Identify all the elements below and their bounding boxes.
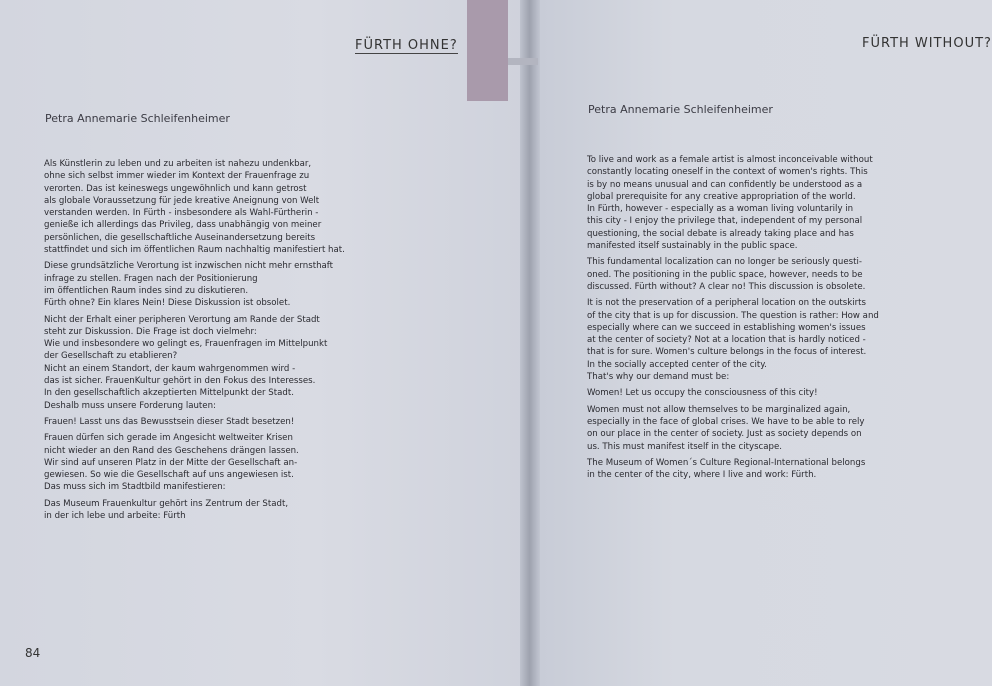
text-line: In the socially accepted center of the city.	[587, 359, 767, 370]
paragraph	[587, 256, 917, 293]
paragraph	[587, 387, 917, 399]
paragraph	[44, 416, 389, 428]
text-line: discussed. Fürth without? A clear no! This discussion is obsolete.	[587, 281, 866, 292]
running-title-de: FÜRTH OHNE?	[355, 38, 458, 53]
decorative-accent-bar	[467, 0, 508, 101]
text-line: on our place in the center of society. Just as society depends on	[587, 429, 862, 440]
text-line: verorten. Das ist keineswegs ungewöhnlich und kann getrost	[44, 183, 307, 194]
paragraph	[44, 260, 389, 309]
text-line: at the center of society? Not at a location that is hardly noticed -	[587, 335, 866, 346]
text-line: das ist sicher. FrauenKultur gehört in den Fokus des Interesses.	[44, 376, 316, 387]
text-line: genieße ich allerdings das Privileg, dass unabhängig von meiner	[44, 220, 322, 231]
text-line: Diese grundsätzliche Verortung ist inzwischen nicht mehr ernsthaft	[44, 261, 334, 272]
text-line: infrage zu stellen. Fragen nach der Positionierung	[44, 273, 258, 284]
text-line: Women must not allow themselves to be marginalized again,	[587, 404, 851, 415]
text-line: The Museum of Women´s Culture Regional-International belongs	[587, 457, 866, 468]
decorative-accent-line	[508, 58, 538, 65]
running-title-en: FÜRTH WITHOUT?	[862, 36, 992, 51]
text-line: That's why our demand must be:	[587, 372, 730, 383]
text-line: gewiesen. So wie die Gesellschaft auf uns angewiesen ist.	[44, 470, 294, 481]
text-line: manifested itself sustainably in the public space.	[587, 241, 798, 252]
paragraph	[587, 297, 917, 383]
text-line: der Gesellschaft zu etablieren?	[44, 351, 178, 362]
paragraph	[44, 498, 389, 523]
text-line: steht zur Diskussion. Die Frage ist doch vielmehr:	[44, 326, 257, 337]
text-line: persönlichen, die gesellschaftliche Auseinandersetzung bereits	[44, 232, 316, 243]
text-line: constantly locating oneself in the context of women's rights. This	[587, 167, 868, 178]
text-line: Fürth ohne? Ein klares Nein! Diese Diskussion ist obsolet.	[44, 298, 291, 309]
text-line: Wir sind auf unseren Platz in der Mitte der Gesellschaft an-	[44, 457, 298, 468]
text-line: This fundamental localization can no longer be seriously questi-	[587, 257, 862, 268]
text-line: that is for sure. Women's culture belongs in the focus of interest.	[587, 347, 867, 358]
text-line: Frauen! Lasst uns das Bewusstsein dieser Stadt besetzen!	[44, 416, 295, 427]
text-line: especially in the face of global crises. We have to be able to rely	[587, 416, 865, 427]
text-line: Deshalb muss unsere Forderung lauten:	[44, 400, 216, 411]
text-line: in the center of the city, where I live and work: Fürth.	[587, 470, 817, 481]
text-line: is by no means unusual and can confidently be understood as a	[587, 179, 863, 190]
text-line: Women! Let us occupy the consciousness of this city!	[587, 388, 818, 399]
text-line: Nicht der Erhalt einer peripheren Verortung am Rande der Stadt	[44, 314, 320, 325]
paragraph	[587, 154, 917, 252]
text-line: of the city that is up for discussion. The question is rather: How and	[587, 310, 879, 321]
paragraph	[44, 432, 389, 493]
text-line: especially where can we succeed in establishing women's issues	[587, 322, 866, 333]
paragraph	[587, 404, 917, 453]
text-line: Das Museum Frauenkultur gehört ins Zentrum der Stadt,	[44, 498, 289, 509]
text-line: In Fürth, however - especially as a woman living voluntarily in	[587, 204, 854, 215]
text-line: this city - I enjoy the privilege that, independent of my personal	[587, 216, 863, 227]
body-text-en	[587, 154, 917, 485]
paragraph	[44, 158, 389, 256]
text-line: us. This must manifest itself in the cityscape.	[587, 441, 783, 452]
text-line: nicht wieder an den Rand des Geschehens drängen lassen.	[44, 445, 299, 456]
paragraph	[44, 314, 389, 412]
text-line: Wie und insbesondere wo gelingt es, Frauenfragen im Mittelpunkt	[44, 339, 328, 350]
text-line: global prerequisite for any creative appropriation of the world.	[587, 191, 856, 202]
text-line: Frauen dürfen sich gerade im Angesicht weltweiter Krisen	[44, 433, 293, 444]
text-line: als globale Voraussetzung für jede kreative Aneignung von Welt	[44, 195, 320, 206]
author-name-en: Petra Annemarie Schleifenheimer	[588, 103, 773, 116]
page-number: 84	[25, 646, 41, 660]
text-line: questioning, the social debate is already taking place and has	[587, 228, 854, 239]
text-line: Als Künstlerin zu leben und zu arbeiten ist nahezu undenkbar,	[44, 159, 312, 169]
body-text-de	[44, 158, 389, 526]
text-line: in der ich lebe und arbeite: Fürth	[44, 511, 186, 522]
text-line: im öffentlichen Raum indes sind zu diskutieren.	[44, 285, 249, 296]
author-name-de: Petra Annemarie Schleifenheimer	[45, 112, 230, 125]
text-line: Das muss sich im Stadtbild manifestieren:	[44, 482, 226, 493]
text-line: In den gesellschaftlich akzeptierten Mittelpunkt der Stadt.	[44, 388, 294, 399]
text-line: Nicht an einem Standort, der kaum wahrgenommen wird -	[44, 363, 296, 374]
text-line: oned. The positioning in the public space, however, needs to be	[587, 269, 863, 280]
text-line: stattfindet und sich im öffentlichen Raum nachhaltig manifestiert hat.	[44, 245, 345, 256]
text-line: verstanden werden. In Fürth - insbesondere als Wahl-Fürtherin -	[44, 208, 319, 219]
text-line: It is not the preservation of a peripheral location on the outskirts	[587, 298, 866, 309]
text-line: To live and work as a female artist is almost inconceivable without	[587, 155, 873, 165]
right-page	[540, 0, 992, 686]
text-line: ohne sich selbst immer wieder im Kontext der Frauenfrage zu	[44, 171, 310, 182]
paragraph	[587, 457, 917, 482]
